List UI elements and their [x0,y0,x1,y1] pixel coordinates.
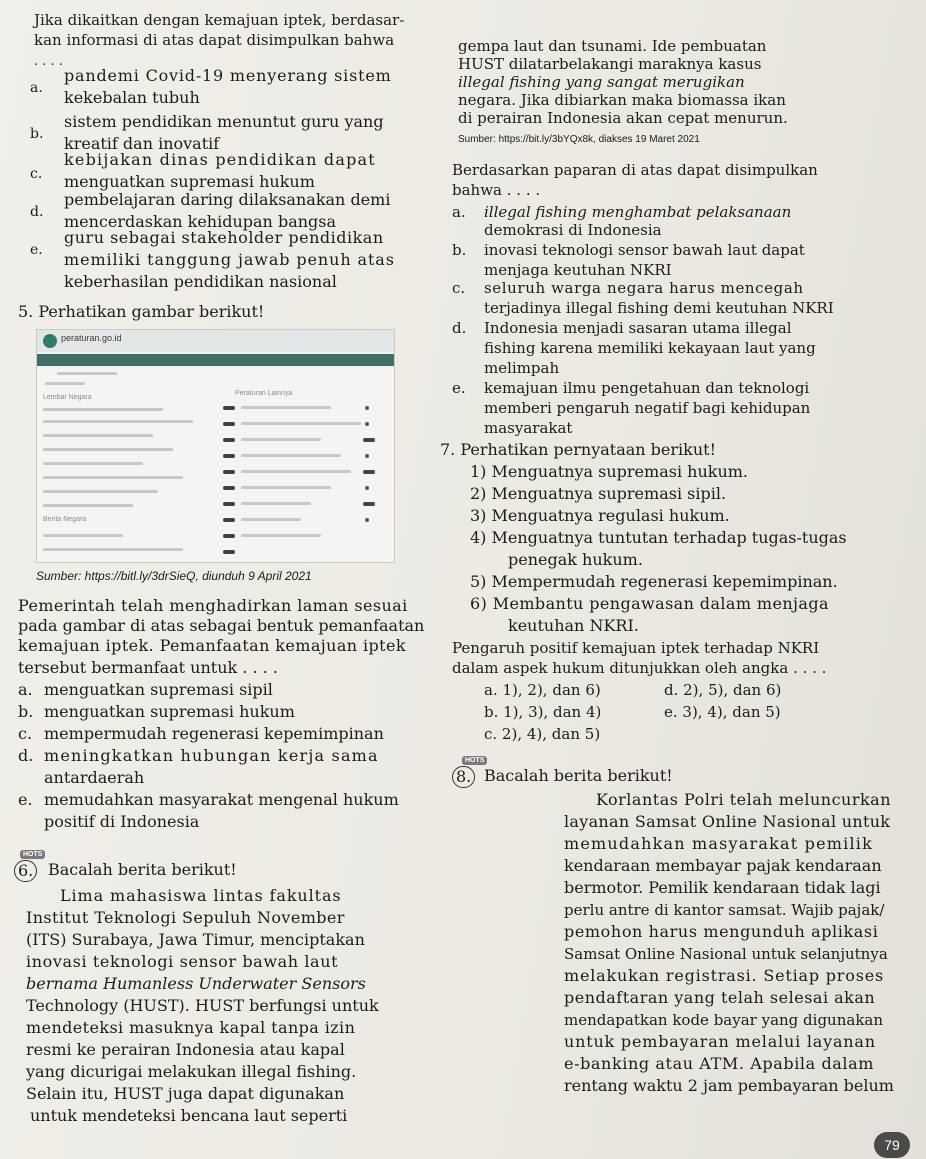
q4-option-d-line-1: pembelajaran daring dilaksanakan demi [64,190,391,209]
site-logo-icon [43,334,57,348]
q5-prompt: 5. Perhatikan gambar berikut! [18,302,265,321]
q6-passage-cont-5: di perairan Indonesia akan cepat menurun. [458,109,788,127]
q4-intro-line-1: Jika dikaitkan dengan kemajuan iptek, berdasar- [34,11,405,29]
q6-source: Sumber: https://bit.ly/3bYQx8k, diakses 19 Maret 2021 [458,134,700,145]
q6-option-a-line-2: demokrasi di Indonesia [484,221,662,239]
q6-stem-line-2: bahwa . . . . [452,181,541,199]
q4-option-d-line-2: mencerdaskan kehidupan bangsa [64,212,337,231]
q6-passage-line-1: Lima mahasiswa lintas fakultas [60,886,342,905]
q4-option-c-line-1: kebijakan dinas pendidikan dapat [64,150,376,169]
q5-option-d-line-1: meningkatkan hubungan kerja sama [44,746,379,765]
q6-passage-line-3: (ITS) Surabaya, Jawa Timur, menciptakan [26,930,365,949]
q5-option-a-letter: a. [18,680,33,699]
site-nav-bar [37,354,394,366]
q7-statement-6-cont: keutuhan NKRI. [508,616,639,635]
q6-passage-cont-2: HUST dilatarbelakangi maraknya kasus [458,55,762,73]
q4-intro-line-2: kan informasi di atas dapat disimpulkan bahwa [34,31,395,49]
q5-stem-line-3: kemajuan iptek. Pemanfaatan kemajuan iptek [18,636,406,655]
q4-option-d-letter: d. [30,204,44,220]
q6-option-e-line-3: masyarakat [484,419,573,437]
q7-stem-line-1: Pengaruh positif kemajuan iptek terhadap NKRI [452,639,820,657]
q6-stem-line-1: Berdasarkan paparan di atas dapat disimpulkan [452,161,818,179]
q6-option-c-line-2: terjadinya illegal fishing demi keutuhan NKRI [484,299,834,317]
q6-option-c-line-1: seluruh warga negara harus mencegah [484,279,804,297]
q4-option-e-letter: e. [30,242,43,258]
q6-option-d-letter: d. [452,319,467,337]
q7-statement-1: 1) Menguatnya supremasi hukum. [470,462,749,481]
q8-passage-line-5: bermotor. Pemilik kendaraan tidak lagi [564,878,881,897]
q7-statement-3: 3) Menguatnya regulasi hukum. [470,506,730,525]
q5-option-e-letter: e. [18,790,33,809]
q8-number: 8. [452,766,475,788]
q6-option-e-line-2: memberi pengaruh negatif bagi kehidupan [484,399,811,417]
q7-stem-line-2: dalam aspek hukum ditunjukkan oleh angka . . . . [452,659,827,677]
q5-option-e-line-2: positif di Indonesia [44,812,200,831]
q6-passage-cont-1: gempa laut dan tsunami. Ide pembuatan [458,37,767,55]
q5-option-b-text: menguatkan supremasi hukum [44,702,295,721]
berita-negara-heading: Berita Negara [43,516,87,523]
q6-passage-line-9: yang dicurigai melakukan illegal fishing. [26,1062,357,1081]
q4-option-a-line-2: kekebalan tubuh [64,88,200,107]
q6-number: 6. [14,860,37,882]
q7-answer-d: d. 2), 5), dan 6) [664,681,782,699]
q5-option-e-line-1: memudahkan masyarakat mengenal hukum [44,790,399,809]
q8-passage-line-8: Samsat Online Nasional untuk selanjutnya [564,945,888,963]
q4-option-c-letter: c. [30,166,43,182]
q7-statement-6: 6) Membantu pengawasan dalam menjaga [470,594,829,613]
q8-passage-line-4: kendaraan membayar pajak kendaraan [564,856,882,875]
q8-passage-line-12: untuk pembayaran melalui layanan [564,1032,876,1051]
q5-option-c-text: mempermudah regenerasi kepemimpinan [44,724,384,743]
q6-option-a-letter: a. [452,203,466,221]
q5-option-d-line-2: antardaerah [44,768,145,787]
q7-statement-4: 4) Menguatnya tuntutan terhadap tugas-tugas [470,528,847,547]
q8-passage-line-11: mendapatkan kode bayar yang digunakan [564,1011,884,1029]
q6-option-e-line-1: kemajuan ilmu pengetahuan dan teknologi [484,379,810,397]
q4-option-b-line-2: kreatif dan inovatif [64,134,220,153]
q6-option-d-line-1: Indonesia menjadi sasaran utama illegal [484,319,792,337]
q5-option-b-letter: b. [18,702,34,721]
q5-stem-line-1: Pemerintah telah menghadirkan laman sesuai [18,596,408,615]
q4-option-e-line-2: memiliki tanggung jawab penuh atas [64,250,395,269]
site-name: peraturan.go.id [61,333,122,343]
q7-statement-2: 2) Menguatnya supremasi sipil. [470,484,727,503]
q7-statement-5: 5) Mempermudah regenerasi kepemimpinan. [470,572,838,591]
q4-intro-line-3: . . . . [34,54,63,69]
q8-passage-line-7: pemohon harus mengunduh aplikasi [564,922,879,941]
q8-passage-line-10: pendaftaran yang telah selesai akan [564,988,876,1007]
q6-option-c-letter: c. [452,279,466,297]
q4-option-a-line-1: pandemi Covid-19 menyerang sistem [64,66,392,85]
q6-option-b-line-2: menjaga keutuhan NKRI [484,261,672,279]
q6-option-e-letter: e. [452,379,466,397]
q4-option-e-line-3: keberhasilan pendidikan nasional [64,272,337,291]
q8-passage-line-1: Korlantas Polri telah meluncurkan [596,790,892,809]
q7-answer-b: b. 1), 3), dan 4) [484,703,602,721]
q5-option-d-letter: d. [18,746,34,765]
q4-option-e-line-1: guru sebagai stakeholder pendidikan [64,228,384,247]
q5-stem-line-2: pada gambar di atas sebagai bentuk pemanfaatan [18,616,425,635]
q7-answer-e: e. 3), 4), dan 5) [664,703,781,721]
q6-prompt: Bacalah berita berikut! [48,860,237,879]
q5-source: Sumber: https://bitl.ly/3drSieQ, diunduh 9 April 2021 [36,569,312,583]
q6-passage-line-7: mendeteksi masuknya kapal tanpa izin [26,1018,356,1037]
q6-passage-line-5: bernama Humanless Underwater Sensors [26,974,366,993]
q6-passage-line-11: untuk mendeteksi bencana laut seperti [30,1106,348,1125]
q6-passage-cont-4: negara. Jika dibiarkan maka biomassa ikan [458,91,786,109]
q6-option-d-line-2: fishing karena memiliki kekayaan laut yang [484,339,816,357]
q6-passage-line-10: Selain itu, HUST juga dapat digunakan [26,1084,345,1103]
q4-option-b-line-1: sistem pendidikan menuntut guru yang [64,112,384,131]
lembar-negara-heading: Lembar Negara [43,394,92,401]
q8-prompt: Bacalah berita berikut! [484,766,673,785]
q8-passage-line-13: e-banking atau ATM. Apabila dalam [564,1054,875,1073]
q6-option-a-line-1: illegal fishing menghambat pelaksanaan [484,203,792,221]
q6-passage-line-4: inovasi teknologi sensor bawah laut [26,952,339,971]
q5-option-c-letter: c. [18,724,33,743]
q4-option-c-line-2: menguatkan supremasi hukum [64,172,315,191]
q7-statement-4-cont: penegak hukum. [508,550,643,569]
peraturan-lainnya-heading: Peraturan Lainnya [235,390,293,397]
q5-stem-line-4: tersebut bermanfaat untuk . . . . [18,658,278,677]
q8-passage-line-6: perlu antre di kantor samsat. Wajib pajak/ [564,901,885,919]
q6-passage-cont-3: illegal fishing yang sangat merugikan [458,73,745,91]
q5-option-a-text: menguatkan supremasi sipil [44,680,273,699]
q6-option-b-letter: b. [452,241,467,259]
q4-option-a-letter: a. [30,80,43,96]
q6-passage-line-8: resmi ke perairan Indonesia atau kapal [26,1040,345,1059]
q7-prompt: 7. Perhatikan pernyataan berikut! [440,440,717,459]
q6-passage-line-2: Institut Teknologi Sepuluh November [26,908,345,927]
q6-option-d-line-3: melimpah [484,359,560,377]
peraturan-website-screenshot [36,329,395,563]
page-number: 79 [874,1132,910,1158]
q7-answer-c: c. 2), 4), dan 5) [484,725,601,743]
q4-option-b-letter: b. [30,126,44,142]
q8-passage-line-14: rentang waktu 2 jam pembayaran belum [564,1076,894,1095]
q6-passage-line-6: Technology (HUST). HUST berfungsi untuk [26,996,379,1015]
q8-passage-line-9: melakukan registrasi. Setiap proses [564,966,884,985]
q8-passage-line-3: memudahkan masyarakat pemilik [564,834,873,853]
q7-answer-a: a. 1), 2), dan 6) [484,681,601,699]
hots-badge-2: HOTS [462,756,487,765]
q8-passage-line-2: layanan Samsat Online Nasional untuk [564,812,891,831]
q6-option-b-line-1: inovasi teknologi sensor bawah laut dapat [484,241,805,259]
hots-badge: HOTS [20,850,45,859]
